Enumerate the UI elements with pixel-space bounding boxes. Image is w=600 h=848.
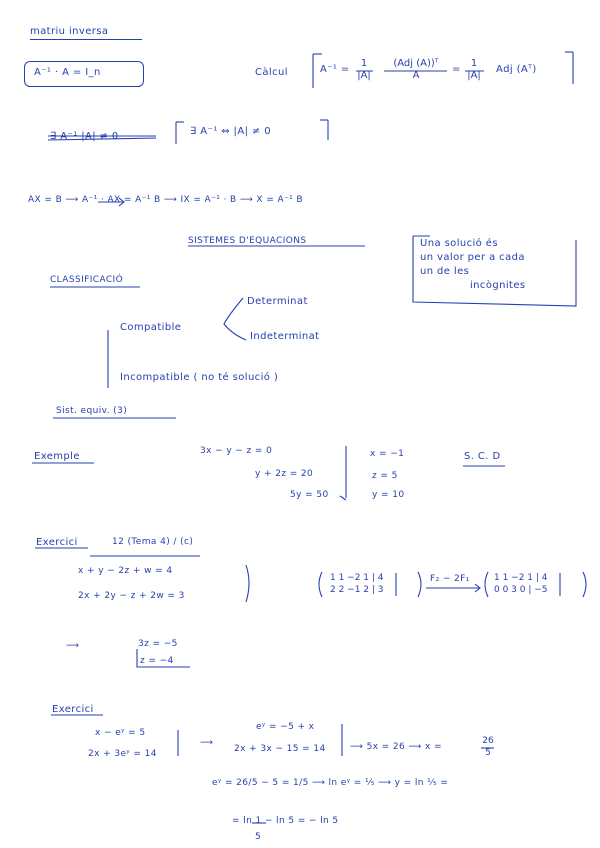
equivalent-systems: Sist. equiv. (3) [56,406,128,416]
example-eq-1: 3x − y − z = 0 [200,446,273,456]
example-sol-3: y = 10 [372,490,405,500]
note-line-3: un de les [420,266,470,277]
example-eq-3: 5y = 50 [290,490,329,500]
exercise-2-step-3: = ln 1 − ln 5 = − ln 5 [232,816,339,826]
fraction-3-num: 1 [470,58,478,69]
exercise-1-ref: 12 (Tema 4) / (c) [112,537,194,547]
example-eq-2: y + 2z = 20 [255,469,314,479]
title-underline [30,39,142,40]
exercise-2-arrow: ⟶ [200,738,214,748]
classification-label: CLASSIFICACIÓ [50,275,124,285]
result-arrow: ⟶ [66,641,80,651]
exercise-1-label: Exercici [36,537,78,548]
exercise-2-eq-2: 2x + 3eʸ = 14 [88,749,157,759]
note-line-1: Una solució és [420,238,498,249]
scd-tag: S. C. D [464,451,501,462]
incompatible-label: Incompatible ( no té solució ) [120,372,279,383]
result-line-2: z = −4 [140,656,174,666]
exercise-2-eq-1: x − eʸ = 5 [95,728,146,738]
fraction-3-den: |A| [467,70,481,81]
fraction-2 [384,58,448,82]
example-sol-1: x = −1 [370,449,405,459]
note-line-4: incògnites [470,280,526,291]
systems-title: SISTEMES D'EQUACIONS [188,236,307,246]
definition-text: A⁻¹ · A = I_n [34,67,101,78]
x-value-fraction [480,735,496,759]
fraction-3 [464,58,484,82]
x-value-den: 5 [485,748,491,758]
page-title: matriu inversa [30,26,109,37]
exercise-2-label: Exercici [52,704,94,715]
exercise-1-eq-2: 2x + 2y − z + 2w = 3 [78,591,185,601]
matrix-1-row-2: 2 2 −1 2 | 3 [330,585,384,595]
exercise-2-step-1c: ⟶ 5x = 26 ⟶ x = [350,742,442,752]
exists-condition: ∃ A⁻¹ ⇔ |A| ≠ 0 [190,126,272,137]
formula-equals: = [452,64,461,75]
example-sol-2: z = 5 [372,471,398,481]
x-value-num: 26 [482,736,494,746]
exercise-2-step-1a: eʸ = −5 + x [256,722,315,732]
compatible-label: Compatible [120,322,182,333]
fraction-1-num: 1 [360,58,368,69]
augmented-matrix-1 [330,572,384,596]
fraction-2-num: (Adj (A))ᵀ [393,58,439,69]
exercise-2-step-1b: 2x + 3x − 15 = 14 [234,744,326,754]
formula-lead: A⁻¹ = [320,64,350,75]
exercise-2-step-2: eʸ = 26/5 − 5 = 1/5 ⟶ ln eʸ = ¹⁄₅ ⟶ y = ln ¹⁄₅ = [212,778,449,788]
determinat-label: Determinat [247,296,308,307]
result-line-1: 3z = −5 [138,639,178,649]
exercise-2-step-3-den: 5 [255,832,262,842]
row-operation: F₂ − 2F₁ [430,574,470,584]
matrix-1-row-1: 1 1 −2 1 | 4 [330,573,384,583]
exercise-1-eq-1: x + y − 2z + w = 4 [78,566,173,576]
fraction-1-den: |A| [357,70,371,81]
fraction-2-den: A [412,70,420,81]
augmented-matrix-2 [494,572,548,596]
formula-adj: Adj (Aᵀ) [496,64,537,75]
example-label: Exemple [34,451,80,462]
indeterminat-label: Indeterminat [250,331,320,342]
calcul-label: Càlcul [255,67,288,78]
note-line-2: un valor per a cada [420,252,525,263]
equation-line: AX = B ⟶ A⁻¹ · AX = A⁻¹ B ⟶ IX = A⁻¹ · B ⟶ X = A⁻¹ B [28,195,303,205]
struck-statement: ∃ A⁻¹ |A| ≠ 0 [50,131,119,142]
matrix-2-row-1: 1 1 −2 1 | 4 [494,573,548,583]
fraction-1 [354,58,374,82]
matrix-2-row-2: 0 0 3 0 | −5 [494,585,548,595]
